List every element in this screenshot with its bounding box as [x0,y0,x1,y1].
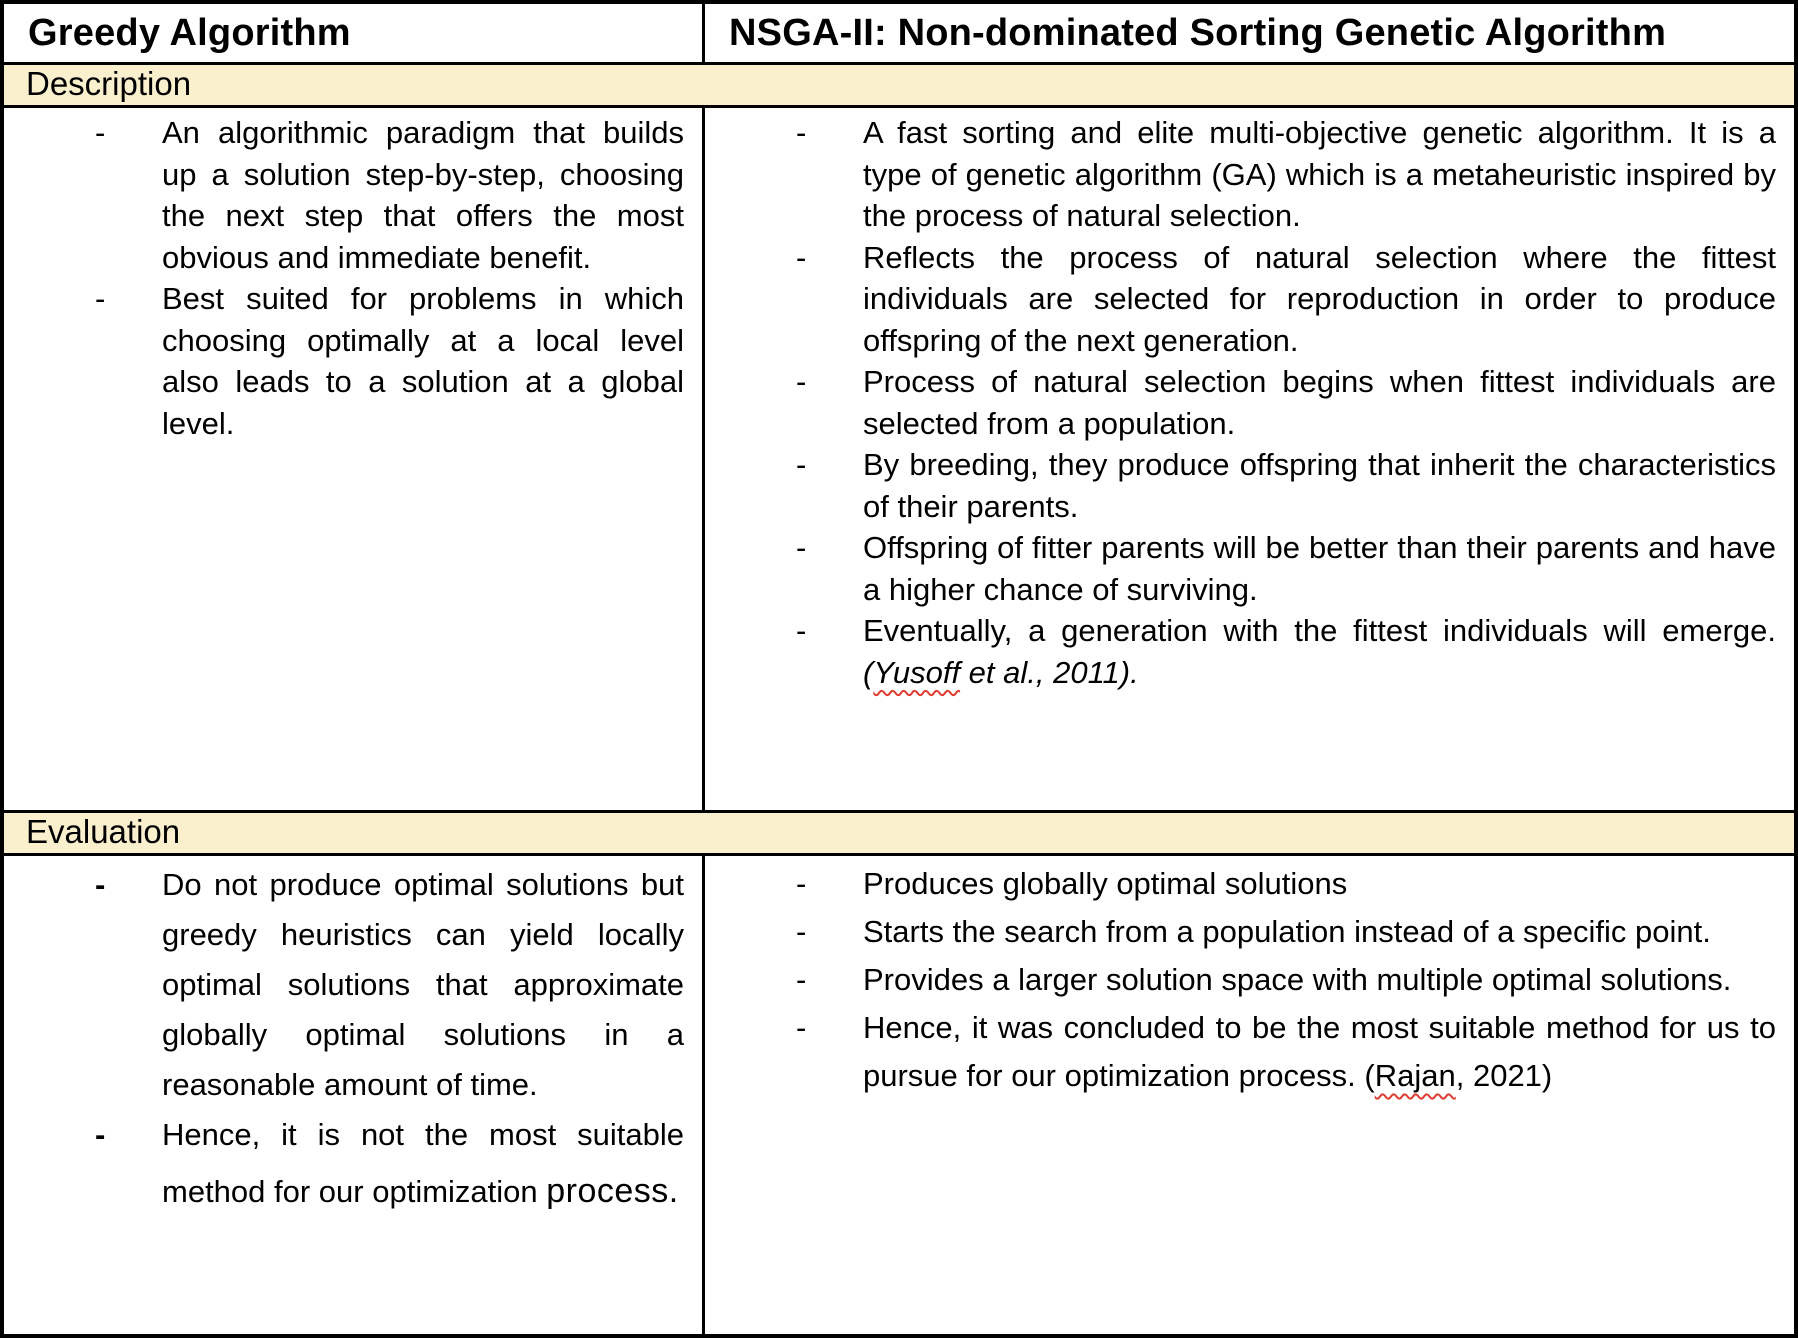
description-row [4,105,1794,810]
text-segment: Reflects the process of natural selection where the fittest individuals are selected for reproduction in order to produce offspring of the next generation. [863,239,1776,358]
bullet-item [705,908,1776,956]
bullet-marker: - [796,866,807,901]
text-segment: Offspring of fitter parents will be better than their parents and have a higher chance of surviving. [863,530,1776,607]
bullet-marker: - [796,914,807,949]
bullet-item [705,112,1776,237]
description-cell-nsga2 [702,108,1794,810]
section-header-evaluation: Evaluation [4,810,1794,853]
bullet-text [863,240,1776,358]
bullet-marker: - [796,447,807,482]
bullet-item [705,860,1776,908]
text-segment: Starts the search from a population instead of a specific point. [863,914,1711,949]
bullet-item [4,278,684,444]
bullet-item [705,444,1776,527]
bullet-item [705,237,1776,362]
text-segment: Best suited for problems in which choosing optimally at a local level also leads to a solution at a global level. [162,281,684,441]
text-segment: ( [863,654,874,690]
bullet-marker: - [95,115,106,150]
bullet-item [705,527,1776,610]
bullet-marker: - [796,364,807,399]
text-segment: Yusoff [873,654,961,690]
evaluation-cell-nsga2 [702,856,1794,1334]
text-segment: process. [546,1172,679,1210]
bullet-text [863,914,1711,949]
table-header-row [4,4,1794,62]
text-segment: Rajan [1374,1058,1456,1093]
text-segment: A fast sorting and elite multi-objective genetic algorithm. It is a type of genetic algorithm (GA) which is a metaheuristic inspired by the process of natural selection. [863,115,1776,233]
text-segment: et al., 2011). [960,654,1139,690]
bullet-item [705,1004,1776,1100]
text-segment: Hence, it is not the most suitable method for our optimization [162,1117,684,1209]
text-segment: , 2021) [1455,1058,1553,1093]
text-segment: Produces globally optimal solutions [863,866,1348,901]
bullet-item [4,112,684,278]
bullet-item [4,1110,684,1222]
text-segment: Do not produce optimal solutions but greedy heuristics can yield locally optimal solutions that approximate globally optimal solutions in a reasonable amount of time. [162,867,684,1102]
bullet-text [863,866,1347,901]
bullet-text [162,115,684,275]
bullet-text [863,115,1776,233]
bullet-text [863,364,1776,441]
bullet-text [863,962,1731,997]
bullet-text [863,613,1776,690]
description-cell-greedy [4,108,702,810]
bullet-text [162,1117,684,1209]
bullet-marker: - [796,115,807,150]
evaluation-cell-greedy [4,856,702,1334]
column-header-greedy-algorithm: Greedy Algorithm [28,11,351,54]
text-segment: Eventually, a generation with the fittest individuals will emerge. [863,613,1776,648]
bullet-marker: - [796,962,807,997]
bullet-marker: - [95,867,106,902]
bullet-marker: - [95,281,106,316]
bullet-text [162,867,684,1102]
evaluation-row [4,853,1794,1334]
bullet-text [863,530,1776,607]
column-header-nsga2: NSGA-II: Non-dominated Sorting Genetic Algorithm [702,4,1794,62]
bullet-marker: - [796,1010,807,1045]
bullet-marker: - [796,530,807,565]
text-segment: Process of natural selection begins when fittest individuals are selected from a population. [863,364,1776,441]
bullet-item [705,361,1776,444]
bullet-marker: - [796,239,807,275]
bullet-text [863,447,1776,524]
section-header-description: Description [4,62,1794,105]
bullet-item [4,860,684,1110]
bullet-text [162,281,684,441]
text-segment: An algorithmic paradigm that builds up a solution step-by-step, choosing the next step that offers the most obvious and immediate benefit. [162,115,684,275]
bullet-text [863,1010,1776,1093]
bullet-item [705,610,1776,693]
bullet-marker: - [796,613,807,648]
text-segment: Hence, it was concluded to be the most suitable method for us to pursue for our optimization process. ( [863,1010,1776,1093]
text-segment: By breeding, they produce offspring that inherit the characteristics of their parents. [863,447,1776,524]
bullet-item [705,956,1776,1004]
text-segment: Provides a larger solution space with multiple optimal solutions. [863,962,1732,997]
bullet-marker: - [95,1117,106,1152]
